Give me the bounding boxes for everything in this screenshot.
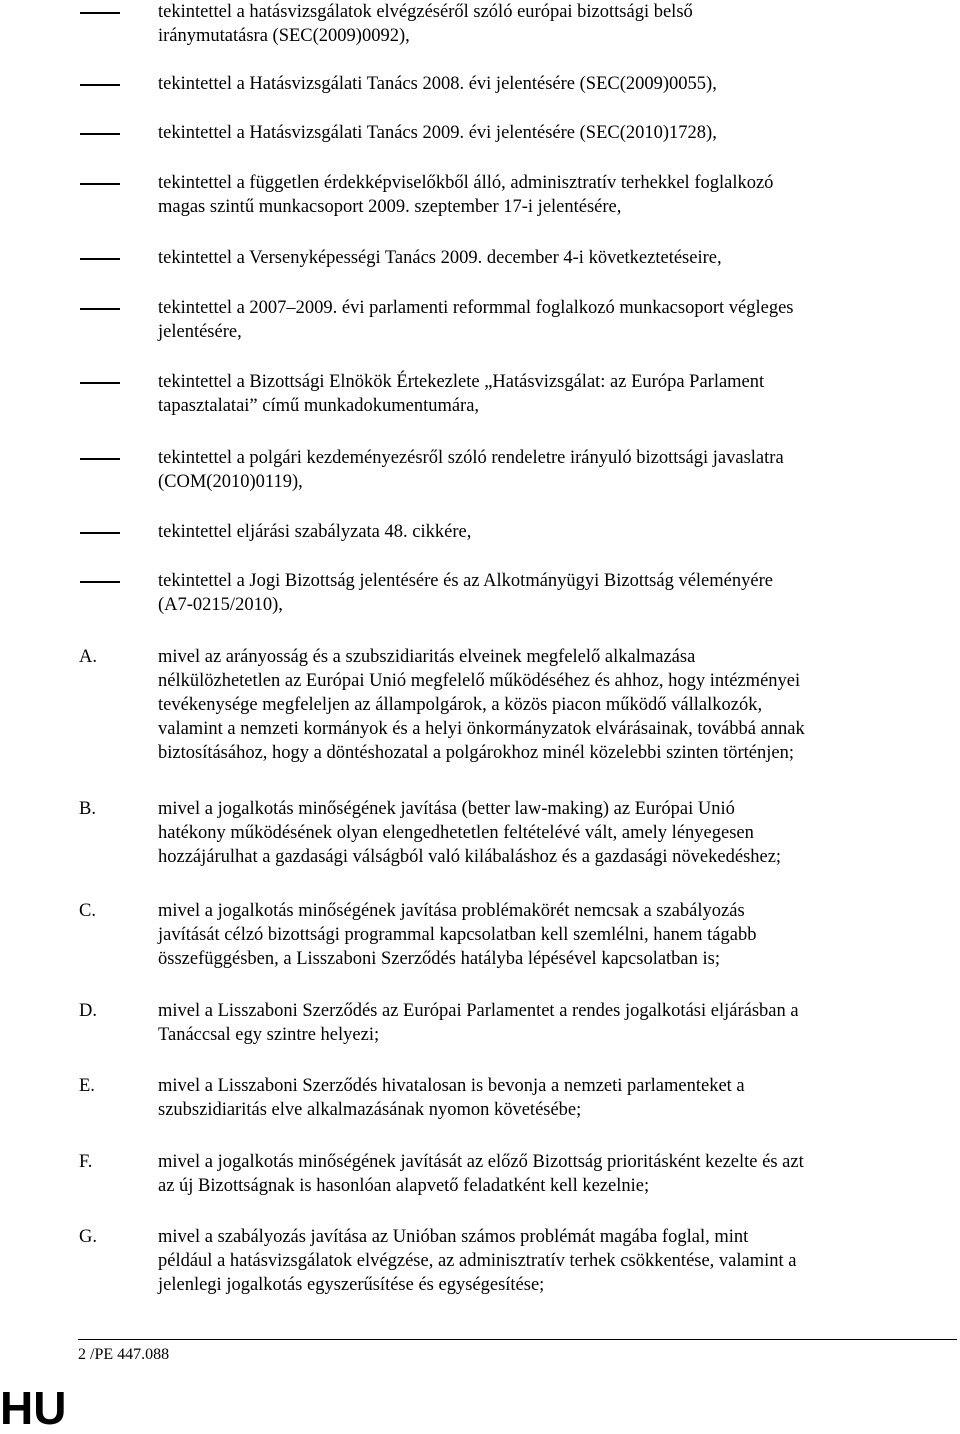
text-line: javítását célzó bizottsági programmal kapcsolatban kell szemlélni, hanem tágabb [158, 925, 757, 945]
footer-divider [78, 1339, 957, 1340]
citation-text [158, 569, 958, 617]
text-line: tekintettel a Hatásvizsgálati Tanács 2008. évi jelentésére (SEC(2009)0055), [158, 74, 717, 94]
text-line: szubszidiaritás elve alkalmazásának nyomon követésébe; [158, 1100, 582, 1120]
language-code: HU [0, 1382, 67, 1434]
text-line: hatékony működésének olyan elengedhetetlen feltételévé vált, amely lényegesen [158, 823, 754, 843]
page-reference: 2 /PE 447.088 [78, 1346, 170, 1363]
dash-bullet [80, 258, 120, 260]
dash-bullet [80, 532, 120, 534]
text-line: jelenlegi jogalkotás egyszerűsítése és egységesítése; [158, 1275, 545, 1295]
recital-letter: C. [79, 901, 96, 921]
text-line: tekintettel a független érdekképviselőkből álló, adminisztratív terhekkel foglalkozó [158, 173, 774, 193]
dash-bullet [80, 133, 120, 135]
recital-letter: E. [79, 1076, 95, 1096]
text-line: tevékenysége megfeleljen az állampolgárok, a közös piacon működő vállalkozók, [158, 695, 763, 715]
text-line: az új Bizottságnak is hasonlóan alapvető feladatként kell kezelnie; [158, 1176, 650, 1196]
recital-text [158, 899, 958, 971]
citation-text [158, 121, 958, 145]
text-line: hozzájárulhat a gazdasági válságból való kilábaláshoz és a gazdasági növekedéshez; [158, 847, 782, 867]
text-line: jelentésére, [158, 322, 242, 342]
dash-bullet [80, 12, 120, 14]
text-line: mivel a jogalkotás minőségének javítása problémakörét nemcsak a szabályozás [158, 901, 745, 921]
text-line: valamint a nemzeti kormányok és a helyi önkormányzatok elvárásainak, továbbá annak [158, 719, 805, 739]
recital-letter: D. [79, 1001, 97, 1021]
dash-bullet [80, 581, 120, 583]
text-line: mivel a szabályozás javítása az Unióban számos problémát magába foglal, mint [158, 1227, 749, 1247]
dash-bullet [80, 84, 120, 86]
dash-bullet [80, 458, 120, 460]
citation-text [158, 246, 958, 270]
recital-text [158, 645, 958, 765]
text-line: (A7-0215/2010), [158, 595, 283, 615]
text-line: mivel az arányosság és a szubszidiaritás elveinek megfelelő alkalmazása [158, 647, 696, 667]
text-line: összefüggésben, a Lisszaboni Szerződés hatályba lépésével kapcsolatban is; [158, 949, 721, 969]
text-line: tekintettel a 2007–2009. évi parlamenti reformmal foglalkozó munkacsoport végleges [158, 298, 794, 318]
citation-text [158, 0, 958, 48]
citation-text [158, 72, 958, 96]
recital-text [158, 999, 958, 1047]
text-line: (COM(2010)0119), [158, 472, 303, 492]
recital-text [158, 1074, 958, 1122]
text-line: tekintettel a Versenyképességi Tanács 2009. december 4-i következtetéseire, [158, 248, 722, 268]
recital-text [158, 1225, 958, 1297]
citation-text [158, 296, 958, 344]
recital-text [158, 797, 958, 869]
citation-text [158, 520, 958, 544]
text-line: például a hatásvizsgálatok elvégzése, az adminisztratív terhek csökkentése, valamint a [158, 1251, 797, 1271]
recital-letter: F. [79, 1152, 93, 1172]
text-line: iránymutatásra (SEC(2009)0092), [158, 26, 410, 46]
text-line: tapasztalatai” című munkadokumentumára, [158, 396, 480, 416]
text-line: tekintettel a Hatásvizsgálati Tanács 2009. évi jelentésére (SEC(2010)1728), [158, 123, 717, 143]
text-line: tekintettel eljárási szabályzata 48. cikkére, [158, 522, 472, 542]
text-line: magas szintű munkacsoport 2009. szeptember 17-i jelentésére, [158, 197, 622, 217]
text-line: tekintettel a Bizottsági Elnökök Értekezlete „Hatásvizsgálat: az Európa Parlament [158, 372, 765, 392]
text-line: Tanáccsal egy szintre helyezi; [158, 1025, 380, 1045]
text-line: tekintettel a Jogi Bizottság jelentésére és az Alkotmányügyi Bizottság véleményére [158, 571, 773, 591]
text-line: biztosításához, hogy a döntéshozatal a polgárokhoz minél közelebbi szinten történjen; [158, 743, 795, 763]
dash-bullet [80, 382, 120, 384]
dash-bullet [80, 183, 120, 185]
citation-text [158, 171, 958, 219]
recital-letter: G. [79, 1227, 97, 1247]
recital-text [158, 1150, 958, 1198]
text-line: mivel a Lisszaboni Szerződés az Európai Parlamentet a rendes jogalkotási eljárásban a [158, 1001, 799, 1021]
text-line: tekintettel a polgári kezdeményezésről szóló rendeletre irányuló bizottsági javaslatra [158, 448, 784, 468]
recital-letter: A. [79, 647, 97, 667]
text-line: mivel a jogalkotás minőségének javítása (better law-making) az Európai Unió [158, 799, 735, 819]
text-line: tekintettel a hatásvizsgálatok elvégzéséről szóló európai bizottsági belső [158, 2, 693, 22]
recital-letter: B. [79, 799, 96, 819]
text-line: mivel a jogalkotás minőségének javítását az előző Bizottság prioritásként kezelte és azt [158, 1152, 804, 1172]
text-line: mivel a Lisszaboni Szerződés hivatalosan is bevonja a nemzeti parlamenteket a [158, 1076, 745, 1096]
text-line: nélkülözhetetlen az Európai Unió megfelelő működéséhez és ahhoz, hogy intézményei [158, 671, 801, 691]
dash-bullet [80, 308, 120, 310]
citation-text [158, 370, 958, 418]
citation-text [158, 446, 958, 494]
